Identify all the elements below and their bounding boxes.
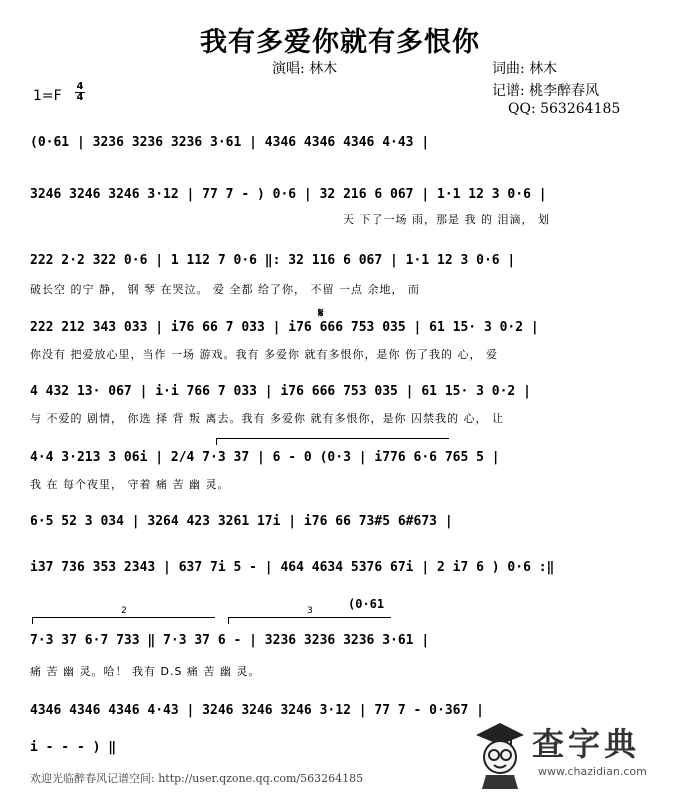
song-title: 我有多爱你就有多恨你 (200, 27, 480, 58)
notes-line: (0·61 | 3236 3236 3236 3·61 | 4346 4346 4346 4·43 | (30, 135, 430, 150)
segno-icon: 𝄋 (318, 306, 324, 321)
time-signature-top: 4 (76, 81, 84, 92)
lyrics-line: 与 不爱的 剧情， 你选 择 背 叛 离去。我有 多爱你 就有多恨你，是你 囚禁我的 心， 让 (30, 412, 504, 425)
notes-line: 7·3 37 6·7 733 ‖ 7·3 37 6 - | 3236 3236 3236 3·61 | (30, 633, 430, 648)
notes-line: 4·4 3·213 3 06i | 2/4 7·3 37 | 6 - 0 (0·3 | i776 6·6 765 5 | (30, 450, 500, 465)
volta-bracket-2 (32, 606, 215, 624)
lyrics-line: 你没有 把爱放心里，当作 一场 游戏。我有 多爱你 就有多恨你，是你 伤了我的 心， 爱 (30, 348, 498, 361)
notes-line: 222 2·2 322 0·6 | 1 112 7 0·6 ‖: 32 116 6 067 | 1·1 12 3 0·6 | (30, 253, 516, 268)
singer-credit: 演唱: 林木 (272, 61, 338, 77)
coda-pickup: (0·61 (348, 597, 385, 611)
logo-url: www.chazidian.com (538, 765, 647, 778)
notes-line: i37 736 353 2343 | 637 7i 5 - | 464 4634 5376 67i | 2 i7 6 ) 0·6 :‖ (30, 560, 555, 575)
lyrics-line: 我 在 每个夜里， 守着 痛 苦 幽 灵。 (30, 478, 230, 491)
volta-number: 2 (121, 606, 127, 616)
notes-line: 4 432 13· 067 | i·i 766 7 033 | i76 666 753 035 | 61 15· 3 0·2 | (30, 384, 531, 399)
transcriber-credit: 记谱: 桃李醉春风 (492, 83, 600, 99)
site-logo (470, 717, 670, 793)
time-signature-bottom: 4 (76, 92, 84, 103)
logo-name: 查字典 (532, 725, 641, 763)
time-signature (74, 82, 86, 103)
notes-line: 222 212 343 033 | i76 66 7 033 | i76 666 753 035 | 61 15· 3 0·2 | (30, 320, 539, 335)
lyrics-line: 痛 苦 幽 灵。哈！ 我有 D.S 痛 苦 幽 灵。 (30, 665, 261, 678)
scholar-mascot-icon (470, 717, 530, 791)
notes-line: i - - - ) ‖ (30, 740, 117, 755)
notes-line: 4346 4346 4346 4·43 | 3246 3246 3246 3·12 | 77 7 - 0·367 | (30, 703, 484, 718)
notes-line: 6·5 52 3 034 | 3264 423 3261 17i | i76 66 73#5 6#673 | (30, 514, 453, 529)
volta-number: 3 (307, 606, 313, 616)
lyrics-line: 破长空 的宁 静， 钢 琴 在哭泣。 爱 全都 给了你， 不留 一点 余地， 而 (30, 283, 420, 296)
qq-number: QQ: 563264185 (508, 101, 621, 117)
footer-note: 欢迎光临醉春风记谱空间: http://user.qzone.qq.com/563264185 (30, 772, 364, 785)
volta-bracket (216, 438, 449, 445)
key-signature: 1=F (33, 88, 62, 104)
volta-bracket-3 (228, 606, 391, 624)
lyrics-line: 天 下了一场 雨，那是 我 的 泪滴， 划 (343, 213, 550, 226)
notes-line: 3246 3246 3246 3·12 | 77 7 - ) 0·6 | 32 216 6 067 | 1·1 12 3 0·6 | (30, 187, 547, 202)
composer-credit: 词曲: 林木 (492, 61, 558, 77)
